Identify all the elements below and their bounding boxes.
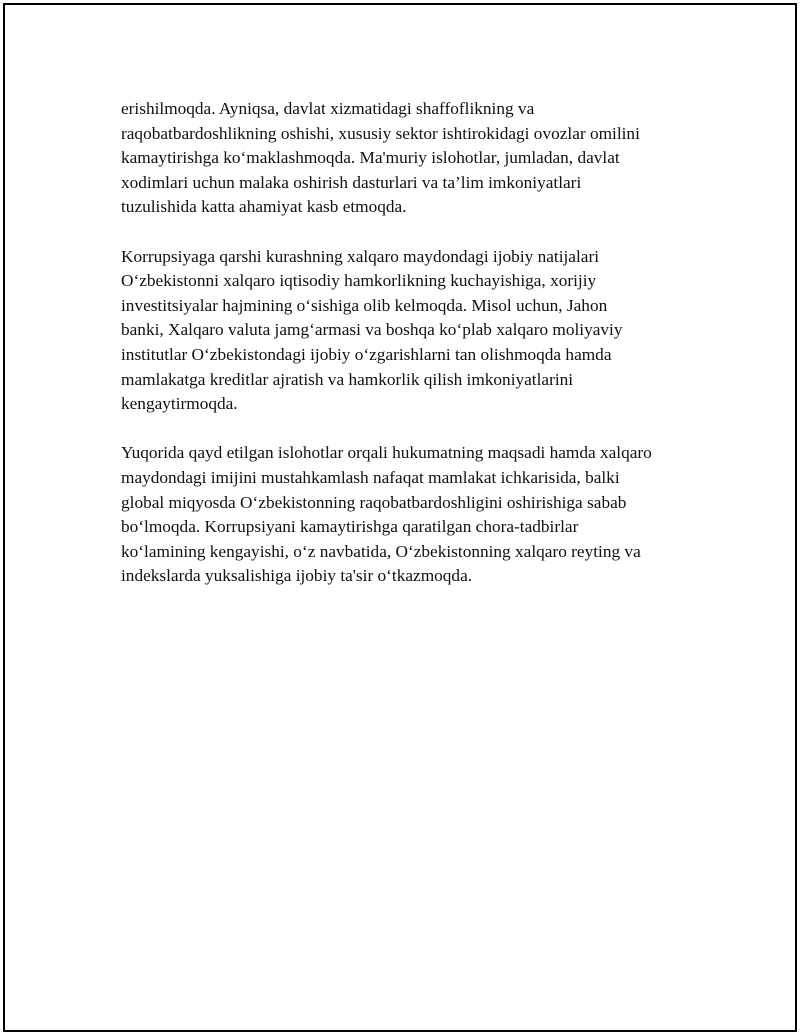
text-line: tuzulishida katta ahamiyat kasb etmoqda. bbox=[121, 197, 407, 217]
paragraph-2 bbox=[121, 245, 701, 417]
text-line: indekslarda yuksalishiga ijobiy ta'sir o‘tkazmoqda. bbox=[121, 566, 473, 586]
text-line: Yuqorida qayd etilgan islohotlar orqali hukumatning maqsadi hamda xalqaro bbox=[121, 443, 652, 463]
text-line: erishilmoqda. Ayniqsa, davlat xizmatidagi shaffoflikning va bbox=[121, 99, 535, 118]
document-page bbox=[3, 3, 797, 1032]
text-line: global miqyosda O‘zbekistonning raqobatbardoshligini oshirishiga sabab bbox=[121, 492, 627, 512]
text-line: raqobatbardoshlikning oshishi, xususiy sektor ishtirokidagi ovozlar omilini bbox=[121, 123, 640, 143]
text-line: Korrupsiyaga qarshi kurashning xalqaro maydondagi ijobiy natijalari bbox=[121, 246, 599, 266]
text-line: kengaytirmoqda. bbox=[121, 394, 238, 414]
text-line: bo‘lmoqda. Korrupsiyani kamaytirishga qaratilgan chora-tadbirlar bbox=[121, 517, 579, 537]
text-line: banki, Xalqaro valuta jamg‘armasi va boshqa ko‘plab xalqaro moliyaviy bbox=[121, 320, 623, 340]
paragraph-1 bbox=[121, 97, 701, 220]
text-line: kamaytirishga ko‘maklashmoqda. Ma'muriy islohotlar, jumladan, davlat bbox=[121, 148, 620, 168]
text-line: O‘zbekistonni xalqaro iqtisodiy hamkorlikning kuchayishiga, xorijiy bbox=[121, 271, 597, 291]
text-line: xodimlari uchun malaka oshirish dasturlari va ta’lim imkoniyatlari bbox=[121, 172, 582, 192]
text-line: maydondagi imijini mustahkamlash nafaqat mamlakat ichkarisida, balki bbox=[121, 467, 620, 487]
text-line: ko‘lamining kengayishi, o‘z navbatida, O‘zbekistonning xalqaro reyting va bbox=[121, 541, 641, 561]
text-line: investitsiyalar hajmining o‘sishiga olib kelmoqda. Misol uchun, Jahon bbox=[121, 295, 608, 315]
paragraph-3 bbox=[121, 441, 701, 589]
text-line: institutlar O‘zbekistondagi ijobiy o‘zgarishlarni tan olishmoqda hamda bbox=[121, 344, 612, 364]
text-line: mamlakatga kreditlar ajratish va hamkorlik qilish imkoniyatlarini bbox=[121, 369, 574, 389]
document-body bbox=[121, 97, 701, 613]
